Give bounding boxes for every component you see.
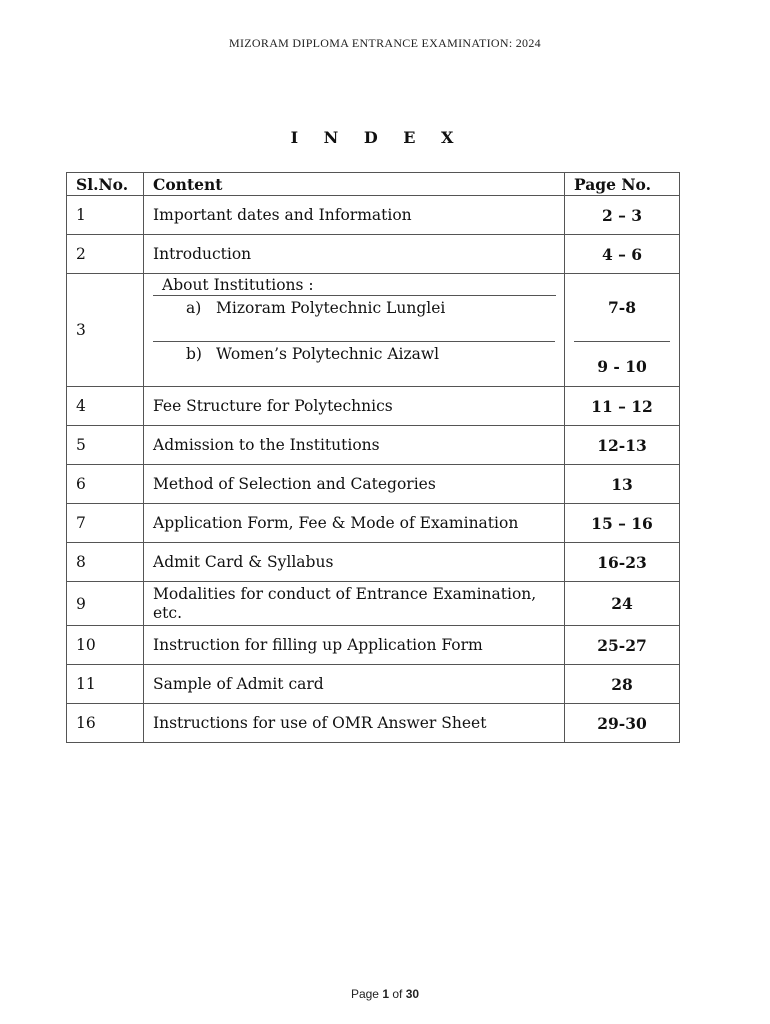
table-row: [67, 504, 680, 543]
institutions-heading: About Institutions :: [153, 275, 556, 296]
page-cell: 15 – 16: [565, 504, 680, 543]
page-cell: 16-23: [565, 543, 680, 582]
sl-cell: 7: [67, 504, 144, 543]
page-value: 7-8: [607, 298, 636, 317]
index-title: I N D E X: [290, 128, 455, 147]
index-table: [66, 172, 680, 743]
item-text: Mizoram Polytechnic Lunglei: [216, 298, 446, 317]
page-value: 9 - 10: [574, 341, 670, 386]
page-cell: 4 – 6: [565, 235, 680, 274]
sl-cell: 11: [67, 665, 144, 704]
page-footer: [0, 987, 770, 1001]
page-cell-institutions: [565, 274, 680, 387]
page-cell: 13: [565, 465, 680, 504]
table-header-row: [67, 173, 680, 196]
table-row: [67, 196, 680, 235]
content-cell: Application Form, Fee & Mode of Examination: [144, 504, 565, 543]
page-cell: 24: [565, 582, 680, 626]
item-letter: b): [186, 344, 202, 363]
page-cell: 28: [565, 665, 680, 704]
content-cell: Sample of Admit card: [144, 665, 565, 704]
table-row: [67, 235, 680, 274]
page-cell: 25-27: [565, 626, 680, 665]
sl-cell: 8: [67, 543, 144, 582]
sl-cell: 2: [67, 235, 144, 274]
table-row: [67, 426, 680, 465]
content-cell: Method of Selection and Categories: [144, 465, 565, 504]
institution-item-b: [153, 341, 555, 386]
sl-cell: 1: [67, 196, 144, 235]
content-cell-institutions: [144, 274, 565, 387]
content-cell: Modalities for conduct of Entrance Examination, etc.: [144, 582, 565, 626]
document-header: MIZORAM DIPLOMA ENTRANCE EXAMINATION: 2024: [229, 36, 541, 50]
total-page-count: 30: [405, 987, 420, 1001]
footer-prefix: Page: [350, 987, 383, 1001]
table-row: [67, 665, 680, 704]
table-row: [67, 465, 680, 504]
header-content: Content: [144, 173, 565, 196]
sl-cell: 16: [67, 704, 144, 743]
sl-cell: 5: [67, 426, 144, 465]
page-cell: 2 – 3: [565, 196, 680, 235]
sl-cell: 10: [67, 626, 144, 665]
content-cell: Instructions for use of OMR Answer Sheet: [144, 704, 565, 743]
sl-cell: 4: [67, 387, 144, 426]
sl-cell: 3: [67, 274, 144, 387]
page-cell: 11 – 12: [565, 387, 680, 426]
sl-cell: 9: [67, 582, 144, 626]
item-text: Women’s Polytechnic Aizawl: [216, 344, 440, 363]
footer-of: of: [389, 987, 406, 1001]
current-page-number: 1: [382, 987, 389, 1001]
content-cell: Introduction: [144, 235, 565, 274]
content-cell: Fee Structure for Polytechnics: [144, 387, 565, 426]
institution-item-a: [153, 296, 555, 341]
sl-cell: 6: [67, 465, 144, 504]
table-row: [67, 582, 680, 626]
page-cell: 12-13: [565, 426, 680, 465]
table-row-institutions: [67, 274, 680, 387]
table-row: [67, 543, 680, 582]
item-letter: a): [186, 298, 202, 317]
header-sl-no: Sl.No.: [67, 173, 144, 196]
content-cell: Important dates and Information: [144, 196, 565, 235]
header-page-no: Page No.: [565, 173, 680, 196]
content-cell: Admission to the Institutions: [144, 426, 565, 465]
content-cell: Admit Card & Syllabus: [144, 543, 565, 582]
table-row: [67, 387, 680, 426]
table-row: [67, 704, 680, 743]
content-cell: Instruction for filling up Application Form: [144, 626, 565, 665]
page-cell: 29-30: [565, 704, 680, 743]
table-row: [67, 626, 680, 665]
